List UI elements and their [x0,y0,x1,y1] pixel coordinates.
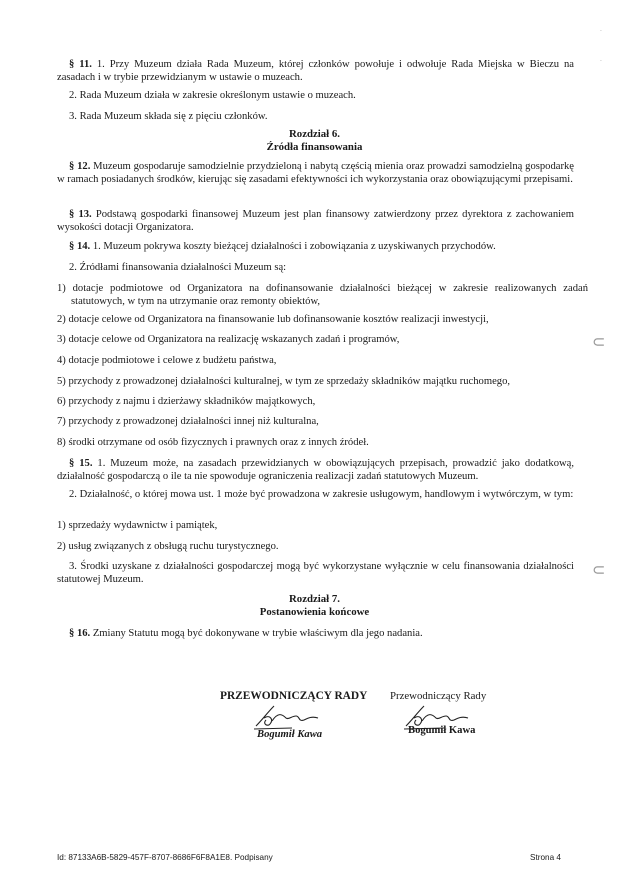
list-item: 8) środki otrzymane od osób fizycznych i prawnych oraz z innych źródeł. [57,437,369,448]
footer-page-number: Strona 4 [530,853,561,862]
chapter-7-title: Rozdział 7. [289,593,340,605]
right-signature-name: Bogumił Kawa [408,725,476,736]
section-label: § 16. [69,628,91,639]
list-item: 2) usług związanych z obsługą ruchu turystycznego. [57,541,279,552]
paragraph-s15-1 [57,457,574,484]
footer-document-id: Id: 87133A6B-5829-457F-8707-8686F6F8A1E8. Podpisany [57,853,273,862]
list-item: 1) sprzedaży wydawnictw i pamiątek, [57,520,218,531]
list-item: 3) dotacje celowe od Organizatora na realizację wskazanych zadań i programów, [57,334,400,345]
chapter-6-subtitle: Źródła finansowania [266,141,363,153]
list-item: 4) dotacje podmiotowe i celowe z budżetu państwa, [57,355,277,366]
paragraph-s16 [57,627,574,640]
paragraph-text: Podstawą gospodarki finansowej Muzeum jest plan finansowy zatwierdzony przez dyrektora z zachowaniem wysokości dotacji Organizatora. [57,209,574,234]
margin-bracket-icon: ⊂ [592,560,606,579]
section-label: § 14. [69,241,91,252]
margin-bracket-icon: ⊂ [592,332,606,351]
paragraph-s11-1 [57,58,574,85]
right-signature-title: Przewodniczący Rady [390,690,487,702]
paragraph-text: 1. Muzeum może, na zasadach przewidzianych w obowiązujących przepisach, prowadzić jako dodatkową, działalność gospodarczą o ile ta nie spowoduje ograniczenia realizacji zadań statutowych Muzeum. [57,458,574,483]
paragraph-s11-2: 2. Rada Muzeum działa w zakresie określonym ustawie o muzeach. [69,90,356,101]
paragraph-s14-2: 2. Źródłami finansowania działalności Muzeum są: [69,262,287,273]
paragraph-s15-2: 2. Działalność, o której mowa ust. 1 może być prowadzona w zakresie usługowym, handlowym i wytwórczym, w tym: [69,489,574,500]
paragraph-s14-1 [57,240,574,253]
list-item: 5) przychody z prowadzonej działalności kulturalnej, w tym ze sprzedaży składników majątku ruchomego, [57,376,511,387]
section-label: § 12. [69,161,91,172]
list-item: 7) przychody z prowadzonej działalności innej niż kulturalna, [57,416,319,427]
section-label: § 15. [69,458,93,469]
chapter-6-title: Rozdział 6. [289,128,340,140]
paragraph-text: Zmiany Statutu mogą być dokonywane w trybie właściwym dla jego nadania. [90,628,423,639]
margin-dot-icon: · [600,58,602,65]
paragraph-text: Muzeum gospodaruje samodzielnie przydzieloną i nabytą częścią mienia oraz prowadzi samodzielną gospodarkę w ramach posiadanych środków, kierując się zasadami efektywności ich wykorzystania oraz obowiązującymi przepisami. [57,161,574,186]
list-item: 2) dotacje celowe od Organizatora na finansowanie lub dofinansowanie kosztów realizacji inwestycji, [57,314,489,325]
paragraph-s15-3: 3. Środki uzyskane z działalności gospodarczej mogą być wykorzystane wyłącznie w celu finansowania działalności statutowej Muzeum. [57,561,574,586]
paragraph-s12 [57,160,574,187]
paragraph-text: 1. Przy Muzeum działa Rada Muzeum, której członków powołuje i odwołuje Rada Miejska w Bieczu na zasadach i w trybie przewidzianym w ustawie o muzeach. [57,59,574,84]
paragraph-s13 [57,208,574,235]
paragraph-s11-3: 3. Rada Muzeum składa się z pięciu członków. [69,111,268,122]
list-item: 1) dotacje podmiotowe od Organizatora na dofinansowanie działalności bieżącej w zakresie realizowanych zadań statutowych, w tym na utrzymanie oraz remonty obiektów, [57,283,588,308]
left-signature-name: Bogumił Kawa [257,729,323,740]
left-signature-title: PRZEWODNICZĄCY RADY [220,690,368,702]
section-label: § 11. [69,59,92,70]
paragraph-text: 1. Muzeum pokrywa koszty bieżącej działalności i zobowiązania z uzyskiwanych przychodów. [90,241,496,252]
list-item: 6) przychody z najmu i dzierżawy składników majątkowych, [57,396,316,407]
section-label: § 13. [69,209,92,220]
margin-dot-icon: · [600,28,602,35]
chapter-7-subtitle: Postanowienia końcowe [259,606,370,618]
